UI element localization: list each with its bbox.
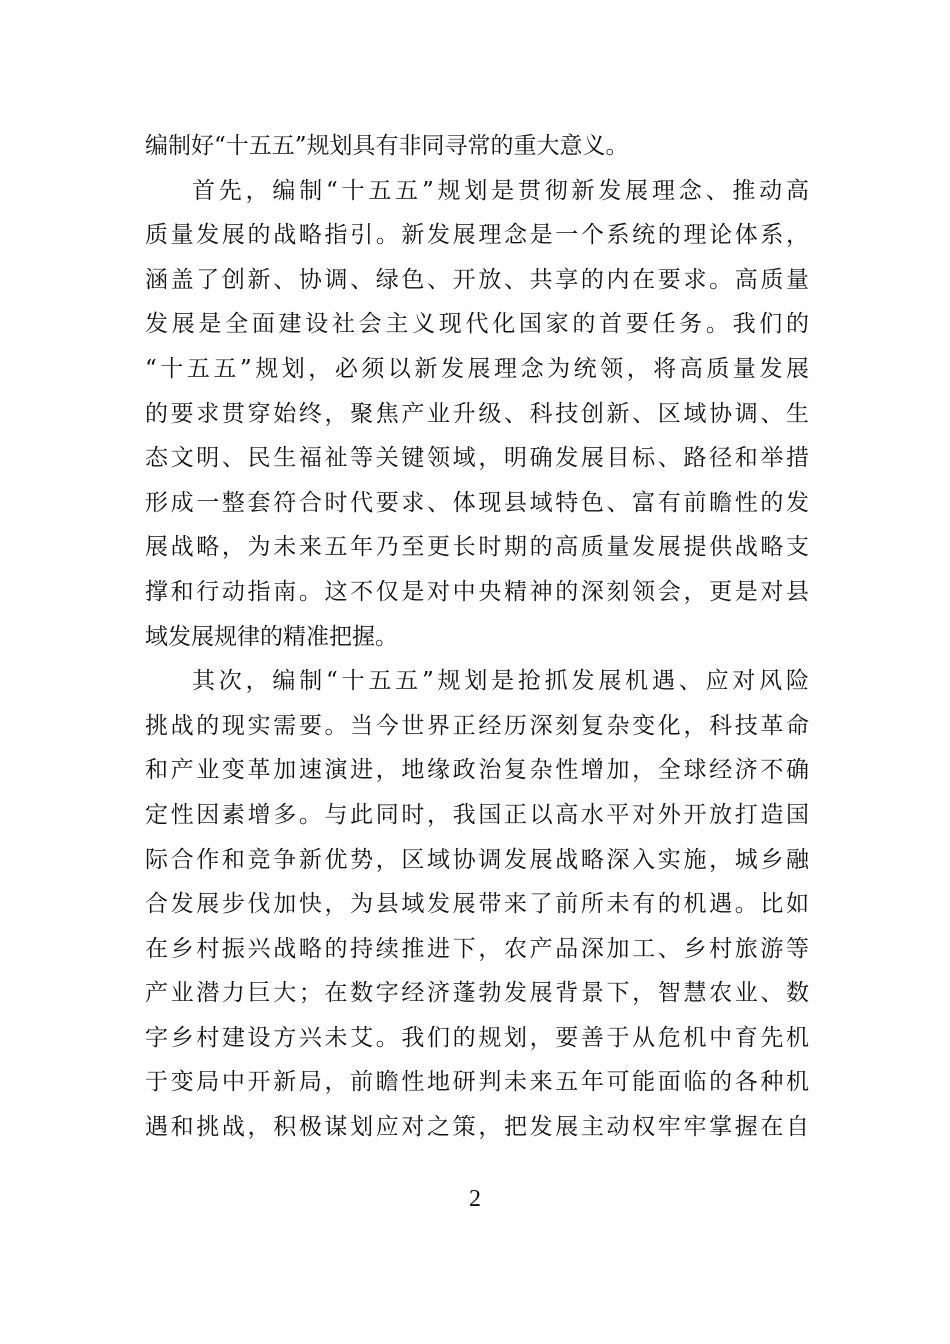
text-line: 字乡村建设方兴未艾。我们的规划，要善于从危机中育先机 — [145, 1024, 809, 1051]
page-number: 2 — [469, 1186, 481, 1212]
text-line: 质量发展的战略指引。新发展理念是一个系统的理论体系， — [145, 222, 809, 249]
text-line: 遇和挑战，积极谋划应对之策，把发展主动权牢牢掌握在自 — [145, 1114, 809, 1141]
text-line: 的要求贯穿始终，聚焦产业升级、科技创新、区域协调、生 — [145, 400, 809, 427]
body-text — [145, 124, 809, 1150]
text-line: 于变局中开新局，前瞻性地研判未来五年可能面临的各种机 — [145, 1069, 809, 1096]
text-line: 涵盖了创新、协调、绿色、开放、共享的内在要求。高质量 — [145, 266, 809, 293]
text-line: 撑和行动指南。这不仅是对中央精神的深刻领会，更是对县 — [145, 578, 809, 605]
text-line: 挑战的现实需要。当今世界正经历深刻复杂变化，科技革命 — [145, 712, 809, 739]
text-line: 产业潜力巨大；在数字经济蓬勃发展背景下，智慧农业、数 — [145, 980, 809, 1007]
text-line: 发展是全面建设社会主义现代化国家的首要任务。我们的 — [145, 311, 809, 338]
text-line: 编制好“十五五”规划具有非同寻常的重大意义。 — [145, 133, 629, 159]
text-line: 态文明、民生福祉等关键领域，明确发展目标、路径和举措 — [145, 445, 809, 472]
text-line: 定性因素增多。与此同时，我国正以高水平对外开放打造国 — [145, 801, 809, 828]
paragraph-first-line: 其次，编制“十五五”规划是抢抓发展机遇、应对风险 — [192, 668, 809, 695]
text-line: 展战略，为未来五年乃至更长时期的高质量发展提供战略支 — [145, 534, 809, 561]
text-line: 合发展步伐加快，为县域发展带来了前所未有的机遇。比如 — [145, 891, 809, 918]
paragraph-last-line: 域发展规律的精准把握。 — [145, 623, 398, 650]
text-line: 在乡村振兴战略的持续推进下，农产品深加工、乡村旅游等 — [145, 935, 809, 962]
paragraph-first-line: 首先，编制“十五五”规划是贯彻新发展理念、推动高 — [192, 177, 809, 204]
text-line: “十五五”规划，必须以新发展理念为统领，将高质量发展 — [145, 355, 809, 382]
text-line: 际合作和竞争新优势，区域协调发展战略深入实施，城乡融 — [145, 846, 809, 873]
text-line: 形成一整套符合时代要求、体现县域特色、富有前瞻性的发 — [145, 489, 809, 516]
text-line: 和产业变革加速演进，地缘政治复杂性增加，全球经济不确 — [145, 757, 809, 784]
